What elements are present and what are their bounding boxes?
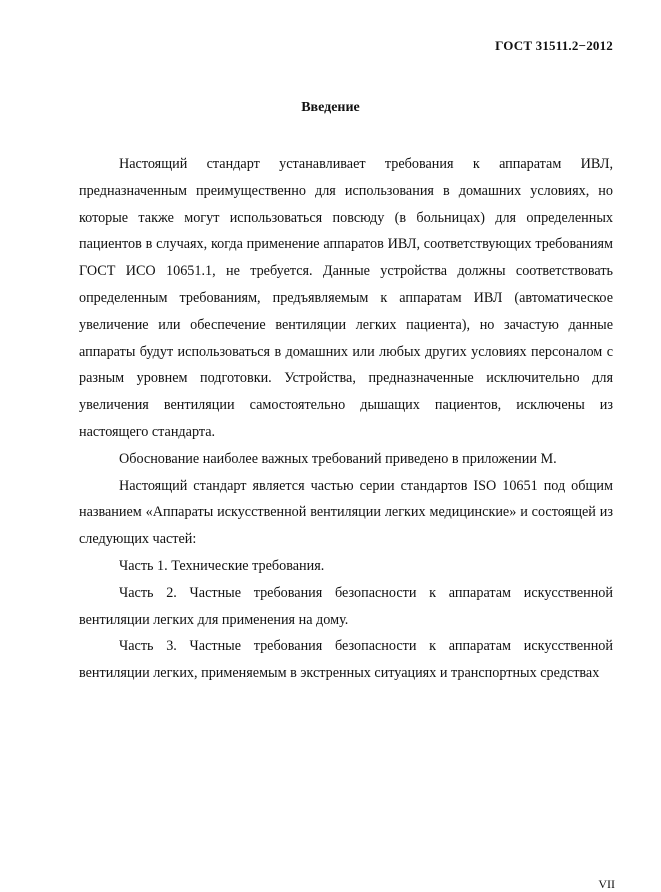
page-number: VII [598,877,615,891]
body-text [79,151,613,687]
paragraph-part-1: Часть 1. Технические требования. [119,557,325,574]
paragraph-rationale: Обоснование наиболее важных требований приведено в приложении М. [119,450,557,467]
document-code-header: ГОСТ 31511.2−2012 [495,38,613,53]
paragraph-part-3: Часть 3. Частные требования безопасности к аппаратам искусственной вентиляции легких, применяемым в экстренных ситуациях и транспортных средствах [79,638,613,682]
paragraph-series: Настоящий стандарт является частью серии стандартов ISO 10651 под общим названием «Аппараты искусственной вентиляции легких медицинские» и состоящей из следующих частей: [79,477,613,548]
section-title: Введение [301,100,360,115]
paragraph-scope: Настоящий стандарт устанавливает требования к аппаратам ИВЛ, предназначенным преимущественно для использования в домашних условиях, но которые также могут использоваться повсюду (в больницах) для определенных пациентов в случаях, когда применение аппаратов ИВЛ, соответствующих требованиям ГОСТ ИСО 10651.1, не требуется. Данные устройства должны соответствовать определенным требованиям, предъявляемым к аппаратам ИВЛ (автоматическое увеличение или обеспечение вентиляции легких пациента), но зачастую данные аппараты будут использоваться в домашних или любых других условиях персоналом с разным уровнем подготовки. Устройства, предназначенные исключительно для увеличения вентиляции самостоятельно дышащих пациентов, исключены из настоящего стандарта. [79,156,613,440]
paragraph-part-2: Часть 2. Частные требования безопасности к аппаратам искусственной вентиляции легких для применения на дому. [79,584,613,628]
